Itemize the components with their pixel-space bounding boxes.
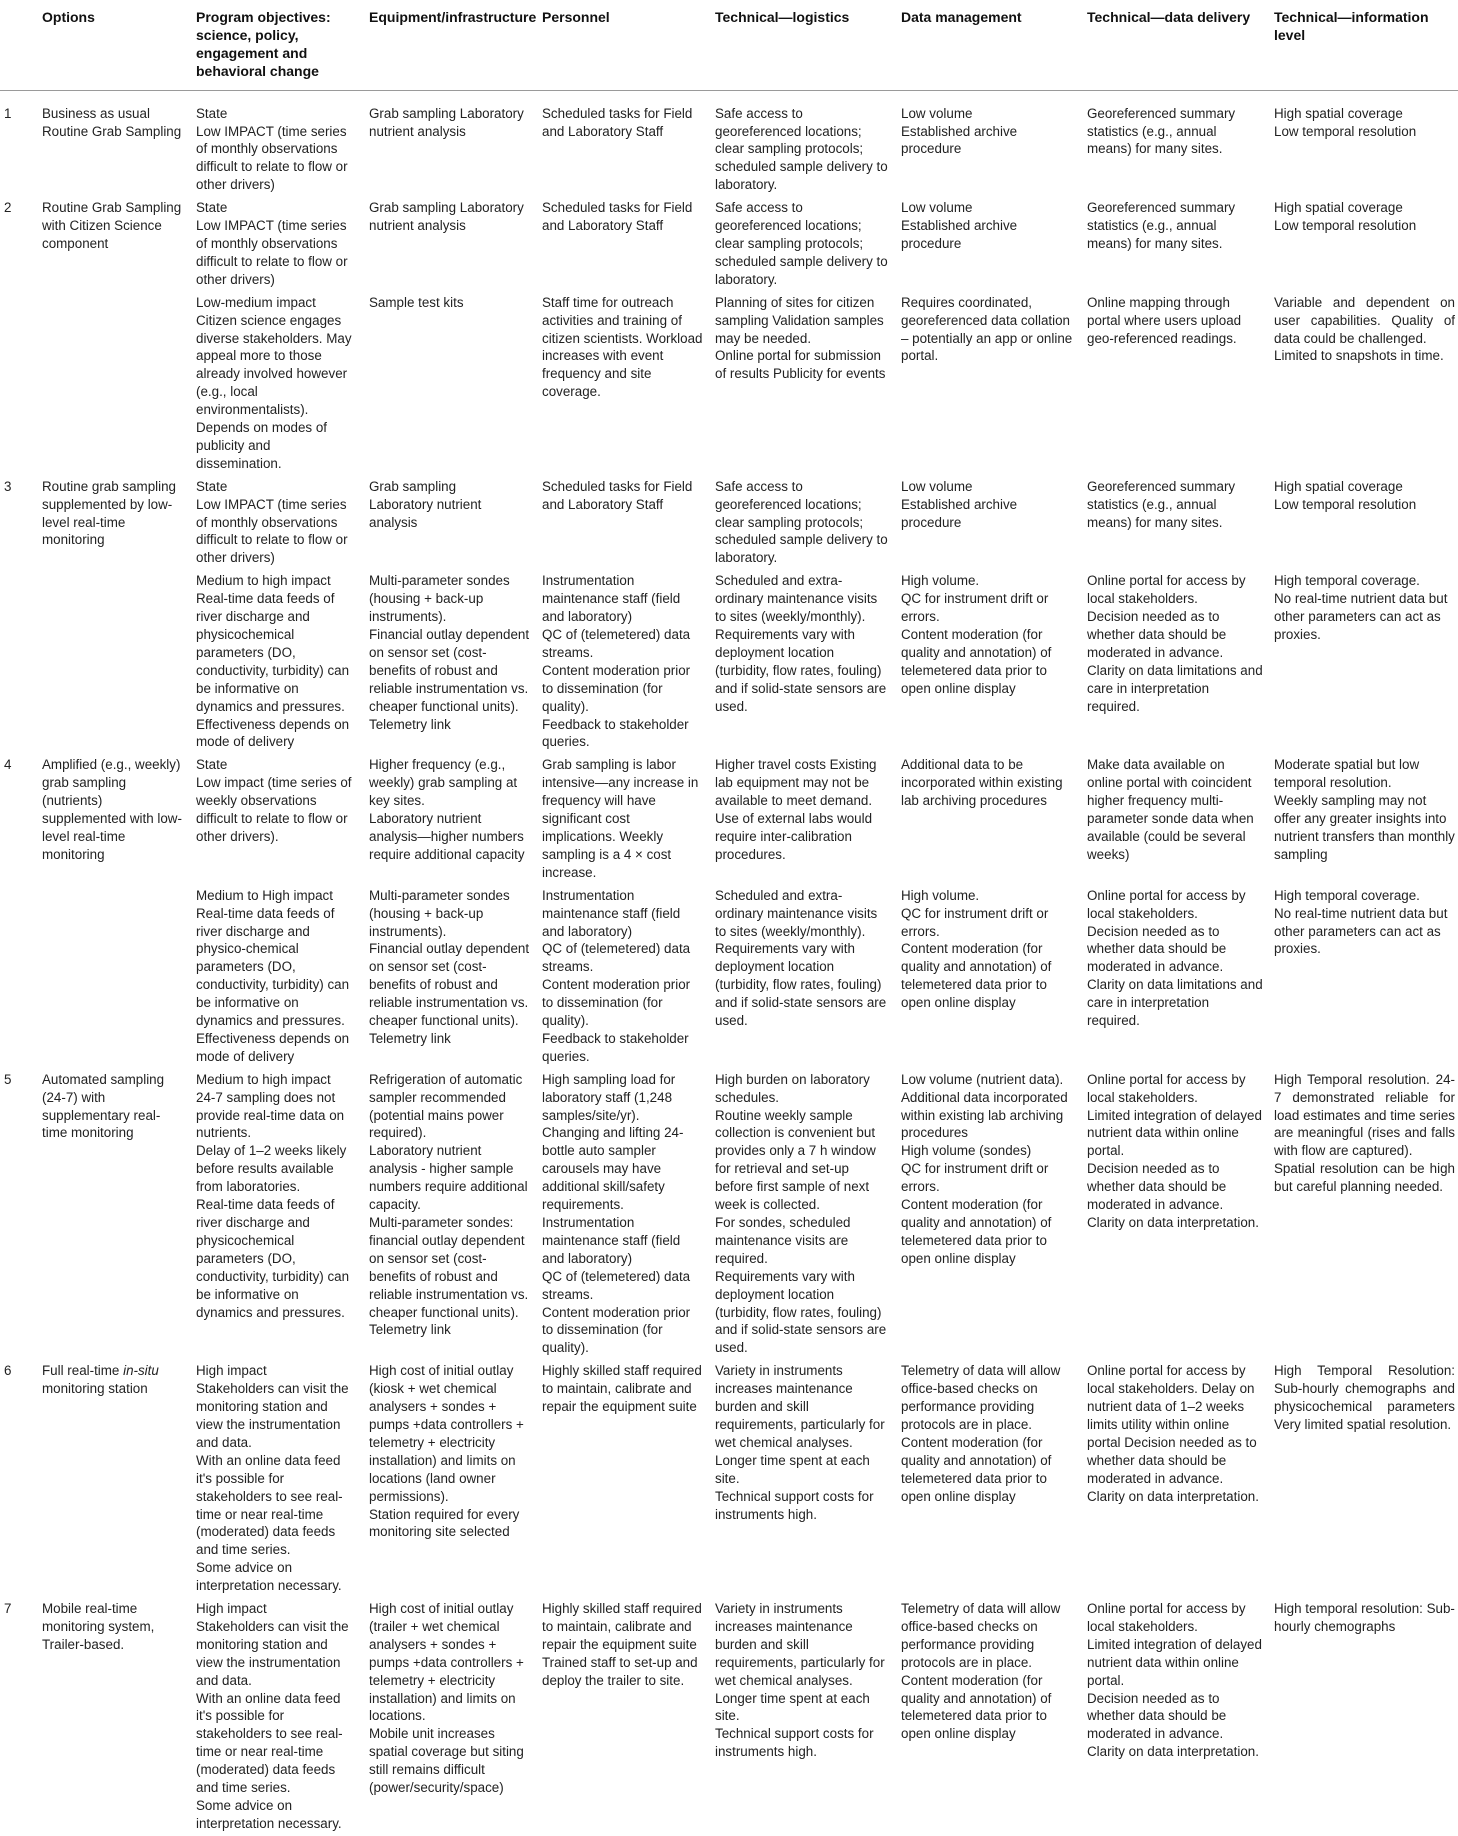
data-management-cell: Low volume Established archive procedure (901, 478, 1018, 530)
objectives-cell: Medium to High impact Real-time data feeds of river discharge and physico-chemical parameters (DO, conductivity, turbidity) can be informative on dynamics and pressures. Effectiveness depends on mode of delivery (196, 887, 350, 1064)
header-options: Options (42, 9, 95, 25)
logistics-cell: Planning of sites for citizen sampling Validation samples may be needed. Online portal for submission of results Publicity for events (715, 294, 886, 382)
table-row (0, 90, 1458, 197)
logistics-cell: Safe access to georeferenced locations; clear sampling protocols; scheduled sample delivery to laboratory. (715, 200, 888, 287)
option-cell: Business as usual Routine Grab Sampling (42, 105, 182, 139)
row-number: 7 (4, 1601, 12, 1617)
data-delivery-cell: Online portal for access by local stakeholders. Decision needed as to whether data should be moderated in advance. Clarity on data limitations and care in interpretation required. (1087, 573, 1263, 714)
table-row (0, 1598, 1458, 1836)
data-management-cell: Low volume (nutrient data). Additional data incorporated within existing lab archiving procedures High volume (sondes) QC for instrument drift or errors. Content moderation (for quality and annotation) of telemetered data prior to open online display (901, 1071, 1068, 1266)
personnel-cell: Grab sampling is labor intensive—any increase in frequency will have significant cost implications. Weekly sampling is a 4 × cost increase. (542, 757, 699, 880)
information-level-cell: High spatial coverage Low temporal resolution (1274, 200, 1417, 234)
row-number (0, 885, 34, 1069)
objectives-cell: State Low IMPACT (time series of monthly observations difficult to relate to flow or other drivers) (196, 105, 348, 193)
personnel-cell: Highly skilled staff required to maintain, calibrate and repair the equipment suite (542, 1363, 702, 1415)
header-objectives: Program objectives: science, policy, engagement and behavioral change (196, 9, 331, 79)
logistics-cell: High burden on laboratory schedules. Routine weekly sample collection is convenient but provides only a 7 h window for retrieval and set-up before first sample of next week is collected. For sondes, scheduled maintenance visits are required. Requirements vary with deployment location (turbidity, flow rates, fouling) and if solid-state sensors are used. (715, 1071, 887, 1356)
option-cell (34, 1360, 188, 1598)
personnel-cell: Highly skilled staff required to maintain, calibrate and repair the equipment suite Trained staff to set-up and deploy the trailer to site. (542, 1601, 702, 1688)
data-delivery-cell: Online portal for access by local stakeholders. Decision needed as to whether data should be moderated in advance. Clarity on data limitations and care in interpretation required. (1087, 887, 1263, 1029)
information-level-cell: High Temporal resolution. 24-7 demonstrated reliable for load estimates and time series are meaningful (rises and falls with flow are captured). Spatial resolution can be high but careful planning needed. (1274, 1071, 1455, 1195)
logistics-cell: Scheduled and extra-ordinary maintenance visits to sites (weekly/monthly). Requirements vary with deployment location (turbidity, flow rates, fouling) and if solid-state sensors are used. (715, 887, 887, 1029)
option-cell (34, 885, 188, 1069)
option-emphasis: in-situ (123, 1363, 159, 1379)
logistics-cell: Higher travel costs Existing lab equipment may not be available to meet demand. Use of external labs would require inter-calibration procedures. (715, 757, 877, 862)
objectives-cell: Low-medium impact Citizen science engages diverse stakeholders. May appeal more to those already involved however (e.g., local environmentalists). Depends on modes of publicity and dissemination. (196, 294, 352, 471)
logistics-cell: Variety in instruments increases maintenance burden and skill requirements, particularly for wet chemical analyses. Longer time spent at each site. Technical support costs for instruments high. (715, 1601, 885, 1760)
data-management-cell: Low volume Established archive procedure (901, 200, 1018, 251)
option-cell: Mobile real-time monitoring system, Trailer-based. (42, 1601, 155, 1652)
data-management-cell: High volume. QC for instrument drift or errors. Content moderation (for quality and annotation) of telemetered data prior to open online display (901, 887, 1052, 1011)
data-management-cell: Additional data to be incorporated within existing lab archiving procedures (901, 757, 1063, 809)
row-number (0, 570, 34, 754)
data-delivery-cell: Georeferenced summary statistics (e.g., annual means) for many sites. (1087, 478, 1236, 530)
header-logistics: Technical—logistics (715, 9, 850, 25)
personnel-cell: Instrumentation maintenance staff (field and laboratory) QC of (telemetered) data streams. Content moderation prior to dissemination (for quality). Feedback to stakeholder queries. (542, 573, 691, 750)
data-delivery-cell: Online portal for access by local stakeholders. Limited integration of delayed nutrient data within online portal. Decision needed as to whether data should be moderated in advance. Clarity on data interpretation. (1087, 1071, 1262, 1230)
table-header-row (0, 0, 1458, 90)
table-row (0, 885, 1458, 1069)
option-cell (34, 570, 188, 754)
objectives-cell: Medium to high impact Real-time data feeds of river discharge and physicochemical parameters (DO, conductivity, turbidity) can be informative on dynamics and pressures. Effectiveness depends on mode of delivery (196, 573, 350, 750)
header-data-management: Data management (901, 9, 1022, 25)
row-number: 6 (4, 1363, 12, 1379)
header-personnel: Personnel (542, 9, 610, 25)
equipment-cell: Multi-parameter sondes (housing + back-up instruments). Financial outlay dependent on sensor set (cost-benefits of robust and reliable instrumentation vs. cheaper functional units). Telemetry link (369, 573, 530, 732)
personnel-cell: High sampling load for laboratory staff (1,248 samples/site/yr). Changing and lifting 24-bottle auto sampler carousels may have additional skill/safety requirements. Instrumentation maintenance staff (field and laboratory) QC of (telemetered) data streams. Content moderation prior to dissemination (for quality). (542, 1071, 691, 1356)
equipment-cell: Higher frequency (e.g., weekly) grab sampling at key sites. Laboratory nutrient analysis—higher numbers require additional capacity (369, 757, 525, 862)
data-delivery-cell: Make data available on online portal with coincident higher frequency multi-parameter sonde data when available (could be several weeks) (1087, 757, 1254, 862)
information-level-cell: High spatial coverage Low temporal resolution (1274, 478, 1417, 512)
logistics-cell: Variety in instruments increases maintenance burden and skill requirements, particularly for wet chemical analyses. Longer time spent at each site. Technical support costs for instruments high. (715, 1363, 885, 1522)
row-number: 4 (4, 757, 12, 773)
header-information-level: Technical—information level (1274, 9, 1429, 43)
information-level-cell: Moderate spatial but low temporal resolution. Weekly sampling may not offer any greater insights into nutrient transfers than monthly sampling (1274, 757, 1455, 862)
data-delivery-cell: Online portal for access by local stakeholders. Delay on nutrient data of 1–2 weeks limits utility within online portal Decision needed as to whether data should be moderated in advance. Clarity on data interpretation. (1087, 1363, 1259, 1504)
option-cell: Routine Grab Sampling with Citizen Science component (42, 200, 182, 251)
option-suffix: monitoring station (42, 1381, 148, 1397)
personnel-cell: Scheduled tasks for Field and Laboratory Staff (542, 478, 693, 512)
data-management-cell: Telemetry of data will allow office-based checks on performance providing protocols are in place. Content moderation (for quality and annotation) of telemetered data prior to open online display (901, 1363, 1061, 1504)
personnel-cell: Scheduled tasks for Field and Laboratory Staff (542, 200, 693, 234)
data-management-cell: Low volume Established archive procedure (901, 105, 1018, 157)
option-cell: Routine grab sampling supplemented by low-level real-time monitoring (42, 478, 176, 548)
data-management-cell: High volume. QC for instrument drift or errors. Content moderation (for quality and annotation) of telemetered data prior to open online display (901, 573, 1052, 696)
information-level-cell: Variable and dependent on user capabilities. Quality of data could be challenged. Limited to snapshots in time. (1274, 294, 1455, 364)
objectives-cell: Medium to high impact 24-7 sampling does not provide real-time data on nutrients. Delay of 1–2 weeks likely before results available from laboratories. Real-time data feeds of river discharge and physicochemical parameters (DO, conductivity, turbidity) can be informative on dynamics and pressures. (196, 1071, 350, 1320)
equipment-cell: High cost of initial outlay (kiosk + wet chemical analysers + sondes + pumps +data controllers + telemetry + electricity installation) and limits on locations (land owner permissions). Station required for every monitoring site selected (369, 1363, 524, 1540)
equipment-cell: Sample test kits (369, 294, 464, 310)
objectives-cell: State Low IMPACT (time series of monthly observations difficult to relate to flow or other drivers) (196, 200, 348, 287)
personnel-cell: Scheduled tasks for Field and Laboratory Staff (542, 105, 693, 139)
personnel-cell: Instrumentation maintenance staff (field and laboratory) QC of (telemetered) data streams. Content moderation prior to dissemination (for quality). Feedback to stakeholder queries. (542, 887, 691, 1064)
data-management-cell: Telemetry of data will allow office-based checks on performance providing protocols are in place. Content moderation (for quality and annotation) of telemetered data prior to open online display (901, 1601, 1061, 1742)
table-row (0, 292, 1458, 476)
row-number (0, 292, 34, 476)
data-delivery-cell: Online mapping through portal where users upload geo-referenced readings. (1087, 294, 1242, 346)
logistics-cell: Safe access to georeferenced locations; clear sampling protocols; scheduled sample delivery to laboratory. (715, 105, 888, 193)
option-cell: Amplified (e.g., weekly) grab sampling (nutrients) supplemented with low-level real-time monitoring (42, 757, 182, 862)
data-management-cell: Requires coordinated, georeferenced data collation – potentially an app or online portal. (901, 294, 1073, 364)
objectives-cell: High impact Stakeholders can visit the monitoring station and view the instrumentation and data. With an online data feed it's possible for stakeholders to see real-time or near real-time (moderated) data feeds and time series. Some advice on interpretation necessary. (196, 1601, 349, 1831)
option-cell: Automated sampling (24-7) with supplementary real-time monitoring (42, 1071, 165, 1141)
logistics-cell: Scheduled and extra-ordinary maintenance visits to sites (weekly/monthly). Requirements vary with deployment location (turbidity, flow rates, fouling) and if solid-state sensors are used. (715, 573, 887, 714)
objectives-cell: State Low impact (time series of weekly observations difficult to relate to flow or other drivers). (196, 757, 352, 844)
table-row (0, 476, 1458, 571)
information-level-cell: High temporal coverage. No real-time nutrient data but other parameters can act as proxies. (1274, 573, 1448, 642)
table-row (0, 1069, 1458, 1361)
header-data-delivery: Technical—data delivery (1087, 9, 1251, 25)
option-cell (34, 292, 188, 476)
table-row (0, 570, 1458, 754)
logistics-cell: Safe access to georeferenced locations; clear sampling protocols; scheduled sample delivery to laboratory. (715, 478, 888, 566)
header-number (0, 0, 34, 90)
option-prefix: Full real-time (42, 1363, 124, 1379)
row-number: 2 (4, 200, 12, 216)
equipment-cell: Refrigeration of automatic sampler recommended (potential mains power required). Laboratory nutrient analysis - higher sample numbers require additional capacity. Multi-parameter sondes: financial outlay dependent on sensor set (cost-benefits of robust and reliable instrumentation vs. cheaper functional units). Telemetry link (369, 1071, 529, 1338)
information-level-cell: High temporal resolution: Sub-hourly chemographs (1274, 1601, 1455, 1634)
equipment-cell: Multi-parameter sondes (housing + back-up instruments). Financial outlay dependent on sensor set (cost-benefits of robust and reliable instrumentation vs. cheaper functional units). Telemetry link (369, 887, 530, 1046)
personnel-cell: Staff time for outreach activities and training of citizen scientists. Workload increases with event frequency and site coverage. (542, 294, 703, 400)
table-row (0, 1360, 1458, 1598)
row-number: 1 (4, 105, 12, 121)
data-delivery-cell: Georeferenced summary statistics (e.g., annual means) for many sites. (1087, 105, 1236, 157)
objectives-cell: State Low IMPACT (time series of monthly observations difficult to relate to flow or other drivers) (196, 478, 348, 566)
information-level-cell: High spatial coverage Low temporal resolution (1274, 105, 1417, 139)
table-row (0, 754, 1458, 884)
equipment-cell: Grab sampling Laboratory nutrient analysis (369, 105, 524, 139)
row-number: 3 (4, 478, 12, 494)
equipment-cell: Grab sampling Laboratory nutrient analysis (369, 200, 524, 234)
table-row (0, 197, 1458, 292)
information-level-cell: High temporal coverage. No real-time nutrient data but other parameters can act as proxies. (1274, 887, 1448, 957)
information-level-cell: High Temporal Resolution: Sub-hourly chemographs and physicochemical parameters Very limited spatial resolution. (1274, 1363, 1455, 1432)
equipment-cell: High cost of initial outlay (trailer + wet chemical analysers + sondes + pumps +data controllers + telemetry + electricity installation) and limits on locations. Mobile unit increases spatial coverage but siting still remains difficult (power/security/space) (369, 1601, 524, 1796)
header-equipment: Equipment/infrastructure (369, 9, 537, 25)
objectives-cell: High impact Stakeholders can visit the monitoring station and view the instrumentation and data. With an online data feed it's possible for stakeholders to see real-time or near real-time (moderated) data feeds and time series. Some advice on interpretation necessary. (196, 1363, 349, 1594)
data-delivery-cell: Georeferenced summary statistics (e.g., annual means) for many sites. (1087, 200, 1236, 251)
row-number: 5 (4, 1071, 12, 1087)
data-delivery-cell: Online portal for access by local stakeholders. Limited integration of delayed nutrient data within online portal. Decision needed as to whether data should be moderated in advance. Clarity on data interpretation. (1087, 1601, 1262, 1760)
equipment-cell: Grab sampling Laboratory nutrient analysis (369, 478, 482, 530)
